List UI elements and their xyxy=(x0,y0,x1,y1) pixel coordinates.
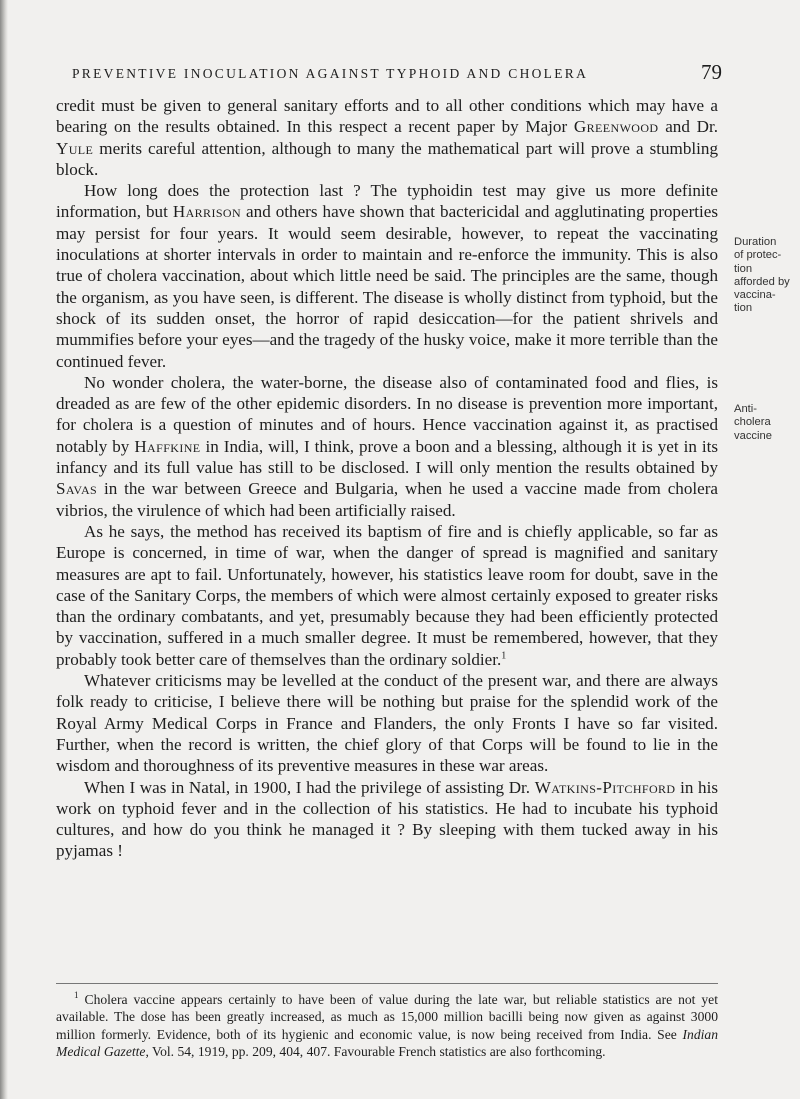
margin-note-line: tion xyxy=(734,302,753,315)
author-name: Yule xyxy=(56,138,94,158)
margin-note-anti-cholera xyxy=(734,403,800,443)
text-run: How long does the protection last ? The typhoidin test may give us more definite information, but xyxy=(56,181,718,222)
text-run: No wonder cholera, the water-borne, the disease also of contaminated food and flies, is dreaded as are few of the other epidemic disorders. In no disease is prevention more important, for cholera is a question of minutes and of hours. Hence vaccination against it, as practised notably by xyxy=(56,372,718,456)
author-name: Haffkine xyxy=(134,436,201,456)
author-name: Greenwood xyxy=(573,117,659,137)
text-run: Cholera vaccine appears certainly to have been of value during the late war, but reliable statistics are not yet available. The dose has been greatly increased, as much as 15,000 million bacilli being now given as against 3000 million formerly. Evidence, both of its hygienic and economic value, is now being received from India. See xyxy=(56,992,718,1042)
body-text xyxy=(56,95,718,862)
text-run: merits careful attention, although to many the mathematical part will prove a stumbling block. xyxy=(56,138,718,179)
text-run: As he says, the method has received its baptism of fire and is chiefly applicable, so far as Europe is concerned, in time of war, when the danger of spread is magnified and sanitary measures are apt to fail. Unfortunately, however, his statistics leave room for doubt, save in the case of the Sanitary Corps, the members of which were almost certainly exposed to greater risks than the ordinary combatants, and yet, presumably because they had been efficiently protected by vaccination, suffered in a much smaller degree. It must be remembered, however, that they probably took better care of themselves than the ordinary soldier. xyxy=(56,521,718,669)
page-header xyxy=(72,60,722,94)
margin-note-line: afforded by xyxy=(734,275,790,288)
author-name: Harrison xyxy=(172,202,242,222)
binding-gutter-shadow xyxy=(0,0,8,1099)
footnote-divider xyxy=(56,983,718,984)
footnote-reference: 1 xyxy=(501,650,507,662)
paragraph-credit xyxy=(56,95,718,180)
paragraph-ramc xyxy=(56,670,718,776)
margin-note-line: vaccine xyxy=(734,429,772,442)
margin-note-line: Duration xyxy=(734,236,777,248)
text-run: in the war between Greece and Bulgaria, when he used a vaccine made from cholera vibrios, the virulence of which had been artificially raised. xyxy=(56,479,718,520)
margin-note-line: of protec- xyxy=(734,249,782,262)
footnote xyxy=(56,991,718,1061)
text-run: in India, will, I think, prove a boon and a blessing, although it is yet in its infancy and its full value has still to be disclosed. I will only mention the results obtained by xyxy=(56,436,718,478)
author-name: Watkins-Pitchford xyxy=(534,777,676,797)
margin-note-line: vaccina- xyxy=(734,289,776,302)
margin-note-line: Anti- xyxy=(734,403,758,415)
author-name: Savas xyxy=(56,479,98,499)
margin-note-line: cholera xyxy=(734,416,771,429)
text-run: , Vol. 54, 1919, pp. 209, 404, 407. Favourable French statistics are also forthcoming. xyxy=(145,1044,606,1060)
text-run: and others have shown that bactericidal and agglutinating properties may persist for four years. It would seem desirable, however, to repeat the vaccinating inoculations at shorter intervals in order to maintain and re-enforce the immunity. This is also true of cholera vaccination, about which little need be said. The principles are the same, though the organism, as you have seen, is different. The disease is wholly distinct from typhoid, but the shock of its sudden onset, the horror of rapid desiccation—for the patient shrivels and mummifies before your eyes—and the tragedy of the husky voice, make it more terrible than the continued fever. xyxy=(56,202,718,371)
paragraph-baptism-of-fire xyxy=(56,521,718,670)
paragraph-natal xyxy=(56,777,718,862)
page-number: 79 xyxy=(701,60,722,84)
footnote-mark: 1 xyxy=(74,990,79,1001)
paragraph-cholera xyxy=(56,372,718,521)
margin-note-line: tion xyxy=(734,262,753,275)
journal-title: Indian Medical Gazette xyxy=(56,1026,718,1060)
margin-note-duration xyxy=(734,236,800,316)
paragraph-duration xyxy=(56,180,718,372)
text-run: credit must be given to general sanitary efforts and to all other conditions which may have a bearing on the results obtained. In this respect a recent paper by Major xyxy=(56,96,718,137)
text-run: and Dr. xyxy=(658,117,718,137)
text-run: in his work on typhoid fever and in the collection of his statistics. He had to incubate his typhoid cultures, and how do you think he managed it ? By sleeping with them tucked away in his pyjamas ! xyxy=(56,777,718,861)
text-run: Whatever criticisms may be levelled at the conduct of the present war, and there are always folk ready to criticise, I believe there will be nothing but praise for the splendid work of the Royal Army Medical Corps in France and Flanders, the only Fronts I have so far visited. Further, when the record is written, the chief glory of that Corps will be found to lie in the wisdom and thoroughness of its preventive measures in these war areas. xyxy=(56,671,718,776)
text-run: When I was in Natal, in 1900, I had the privilege of assisting Dr. xyxy=(84,777,535,797)
running-title: PREVENTIVE INOCULATION AGAINST TYPHOID AND CHOLERA xyxy=(72,66,589,81)
